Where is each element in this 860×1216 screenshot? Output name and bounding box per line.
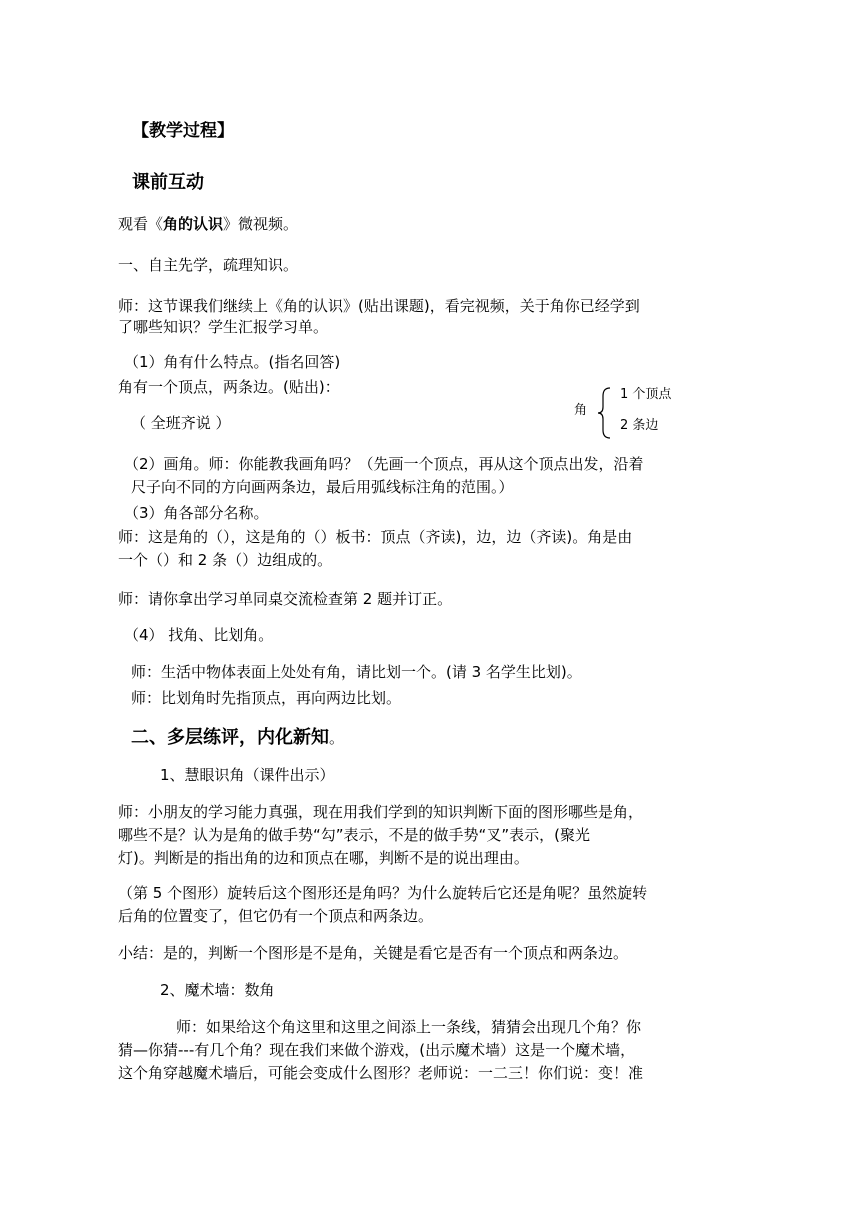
item2-line2: 尺子向不同的方向画两条边，最后用弧线标注角的范围。） <box>131 478 514 496</box>
diagram-branch-vertex: 1 个顶点 <box>620 387 672 402</box>
part2-heading-bold: 二、多层练评，内化新知 <box>131 727 329 748</box>
sub2-line2: 猜—你猜---有几个角？现在我们来做个游戏，(出示魔术墙）这是一个魔术墙， <box>118 1041 636 1059</box>
sub1-p1-line3: 灯)。判断是的指出角的边和顶点在哪，判断不是的说出理由。 <box>118 849 529 867</box>
sub1-title: 1、慧眼识角（课件出示） <box>160 766 335 784</box>
video-title: 角的认识 <box>163 215 224 233</box>
sub2-line3: 这个角穿越魔术墙后，可能会变成什么图形？老师说：一二三！你们说：变！准 <box>118 1064 644 1082</box>
diagram-root-label: 角 <box>574 403 588 418</box>
video-prefix: 观看《 <box>118 215 164 233</box>
item4-title: （4） 找角、比划角。 <box>124 626 274 644</box>
item4-line1: 师：生活中物体表面上处处有角，请比划一个。(请 3 名学生比划)。 <box>131 663 582 681</box>
sub1-p2-line1: （第 5 个图形）旋转后这个图形还是角吗？为什么旋转后它还是角呢？虽然旋转 <box>118 884 648 902</box>
item3-title: （3）角各部分名称。 <box>124 504 269 522</box>
part2-heading-tail: 。 <box>329 729 345 747</box>
item1-line: 角有一个顶点，两条边。(贴出)： <box>118 378 340 396</box>
item2-line1: （2）画角。师：你能教我画角吗？（先画一个顶点，再从这个顶点出发，沿着 <box>124 455 644 473</box>
item3-line1: 师：这是角的（），这是角的（）板书：顶点（齐读)，边，边（齐读)。角是由 <box>118 528 633 546</box>
item3-line2: 一个（）和 2 条（）边组成的。 <box>118 551 333 569</box>
section-title: 【教学过程】 <box>132 121 234 141</box>
item3-line3: 师：请你拿出学习单同桌交流检查第 2 题并订正。 <box>118 590 453 608</box>
item4-line2: 师：比划角时先指顶点，再向两边比划。 <box>131 689 402 707</box>
sub1-p2-line2: 后角的位置变了，但它仍有一个顶点和两条边。 <box>118 907 434 925</box>
sub2-line1: 师：如果给这个角这里和这里之间添上一条线，猜猜会出现几个角？你 <box>176 1018 642 1036</box>
part2-heading <box>131 728 344 748</box>
video-line <box>118 214 298 234</box>
sub1-p1-line1: 师：小朋友的学习能力真强，现在用我们学到的知识判断下面的图形哪些是角， <box>118 803 644 821</box>
sub1-p1-line2: 哪些不是？认为是角的做手势“勾”表示，不是的做手势“叉”表示，(聚光 <box>118 826 590 844</box>
sub2-title: 2、魔术墙：数角 <box>160 981 275 999</box>
teacher-intro-line1: 师：这节课我们继续上《角的认识》(贴出课题)，看完视频，关于角你已经学到 <box>118 297 640 315</box>
teacher-intro-line2: 了哪些知识？学生汇报学习单。 <box>118 318 329 336</box>
curly-brace-icon <box>596 386 616 440</box>
item1-title: （1）角有什么特点。(指名回答) <box>124 353 341 371</box>
pre-class-heading: 课前互动 <box>132 172 204 193</box>
diagram-branch-sides: 2 条边 <box>620 418 659 433</box>
part1-heading: 一、自主先学，疏理知识。 <box>118 256 299 274</box>
video-suffix: 》微视频。 <box>223 215 299 233</box>
item1-chorus: （ 全班齐说 ） <box>131 414 231 432</box>
summary-line: 小结：是的，判断一个图形是不是角，关键是看它是否有一个顶点和两条边。 <box>118 944 629 962</box>
